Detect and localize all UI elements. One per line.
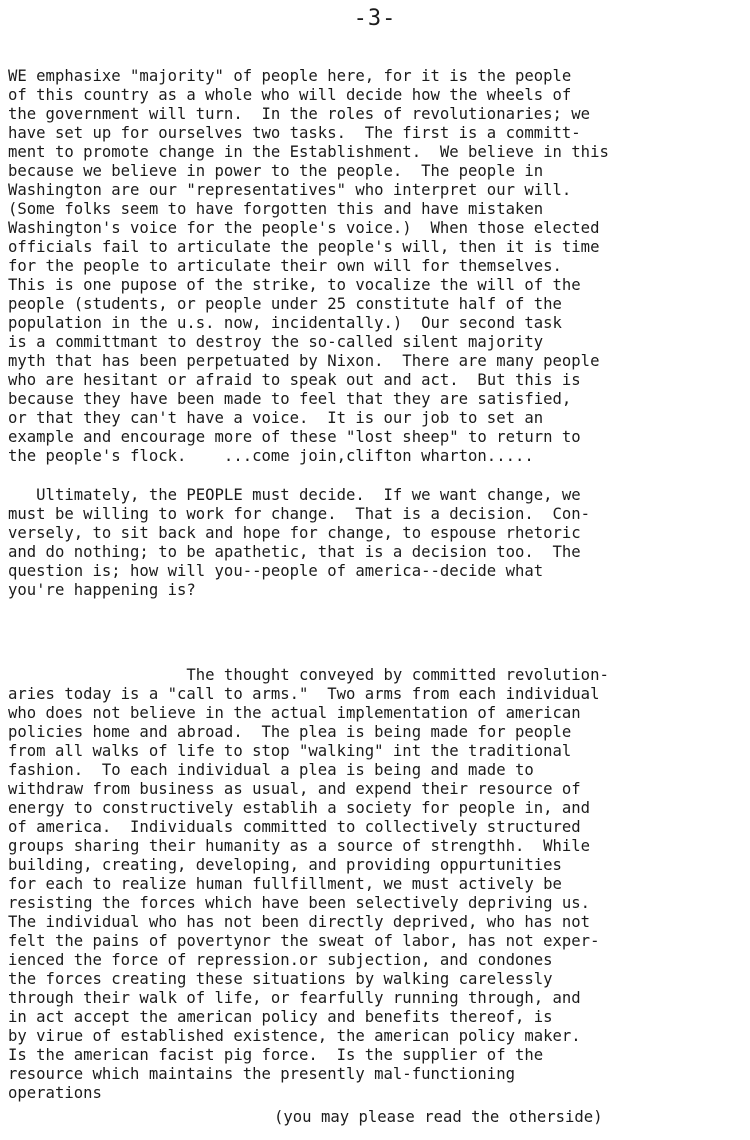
text-line: ienced the force of repression.or subjection, and condones: [8, 951, 553, 969]
text-line: population in the u.s. now, incidentally.) Our second task: [8, 314, 562, 332]
text-line: who are hesitant or afraid to speak out and act. But this is: [8, 371, 581, 389]
text-line: operations: [8, 1084, 102, 1102]
text-line: Washington are our "representatives" who interpret our will.: [8, 181, 572, 199]
text-line: aries today is a "call to arms." Two arms from each individual: [8, 685, 600, 703]
text-line: for each to realize human fullfillment, we must actively be: [8, 875, 562, 893]
text-line: felt the pains of povertynor the sweat of labor, has not exper-: [8, 932, 600, 950]
text-line: The individual who has not been directly deprived, who has not: [8, 913, 591, 931]
text-line: question is; how will you--people of america--decide what: [8, 562, 544, 580]
text-line: for the people to articulate their own will for themselves.: [8, 257, 562, 275]
footer-note: (you may please read the otherside): [274, 1108, 603, 1126]
text-line: you're happening is?: [8, 581, 196, 599]
text-line: building, creating, developing, and providing oppurtunities: [8, 856, 562, 874]
paragraph-strike-purpose: [8, 67, 748, 466]
text-line: Ultimately, the PEOPLE must decide. If we want change, we: [8, 486, 581, 504]
text-line: groups sharing their humanity as a source of strengthh. While: [8, 837, 591, 855]
text-line: fashion. To each individual a plea is being and made to: [8, 761, 534, 779]
text-line: of america. Individuals committed to collectively structured: [8, 818, 581, 836]
text-line: in act accept the american policy and benefits thereof, is: [8, 1008, 553, 1026]
text-line: resource which maintains the presently mal-functioning: [8, 1065, 515, 1083]
text-line: Washington's voice for the people's voice.) When those elected: [8, 219, 600, 237]
text-line: people (students, or people under 25 constitute half of the: [8, 295, 562, 313]
text-line: policies home and abroad. The plea is being made for people: [8, 723, 572, 741]
text-line: withdraw from business as usual, and expend their resource of: [8, 780, 581, 798]
text-line: resisting the forces which have been selectively depriving us.: [8, 894, 591, 912]
text-line: through their walk of life, or fearfully running through, and: [8, 989, 581, 1007]
text-line: the people's flock. ...come join,clifton wharton.....: [8, 447, 534, 465]
text-line: by virue of established existence, the american policy maker.: [8, 1027, 581, 1045]
text-line: Is the american facist pig force. Is the supplier of the: [8, 1046, 544, 1064]
text-line: officials fail to articulate the people's will, then it is time: [8, 238, 600, 256]
text-line: myth that has been perpetuated by Nixon. There are many people: [8, 352, 600, 370]
text-line: The thought conveyed by committed revolution-: [8, 666, 609, 684]
text-line: example and encourage more of these "lost sheep" to return to: [8, 428, 581, 446]
text-line: because they have been made to feel that they are satisfied,: [8, 390, 572, 408]
text-line: must be willing to work for change. That is a decision. Con-: [8, 505, 591, 523]
text-line: who does not believe in the actual implementation of american: [8, 704, 581, 722]
text-line: or that they can't have a voice. It is our job to set an: [8, 409, 544, 427]
text-line: because we believe in power to the people. The people in: [8, 162, 544, 180]
text-line: the forces creating these situations by walking carelessly: [8, 970, 553, 988]
text-line: This is one pupose of the strike, to vocalize the will of the: [8, 276, 581, 294]
text-line: (Some folks seem to have forgotten this and have mistaken: [8, 200, 544, 218]
text-line: WE emphasixe "majority" of people here, for it is the people: [8, 67, 572, 85]
text-line: is a committmant to destroy the so-called silent majority: [8, 333, 544, 351]
text-line: energy to constructively establih a society for people in, and: [8, 799, 591, 817]
text-line: versely, to sit back and hope for change, to espouse rhetoric: [8, 524, 581, 542]
page-number: -3-: [353, 6, 397, 31]
text-line: of this country as a whole who will decide how the wheels of: [8, 86, 572, 104]
text-line: the government will turn. In the roles of revolutionaries; we: [8, 105, 591, 123]
text-line: and do nothing; to be apathetic, that is a decision too. The: [8, 543, 581, 561]
text-line: from all walks of life to stop "walking" int the traditional: [8, 742, 572, 760]
paragraph-people-decide: [8, 486, 748, 600]
text-line: have set up for ourselves two tasks. The first is a committ-: [8, 124, 581, 142]
text-line: ment to promote change in the Establishment. We believe in this: [8, 143, 609, 161]
paragraph-call-to-arms: [8, 666, 748, 1103]
